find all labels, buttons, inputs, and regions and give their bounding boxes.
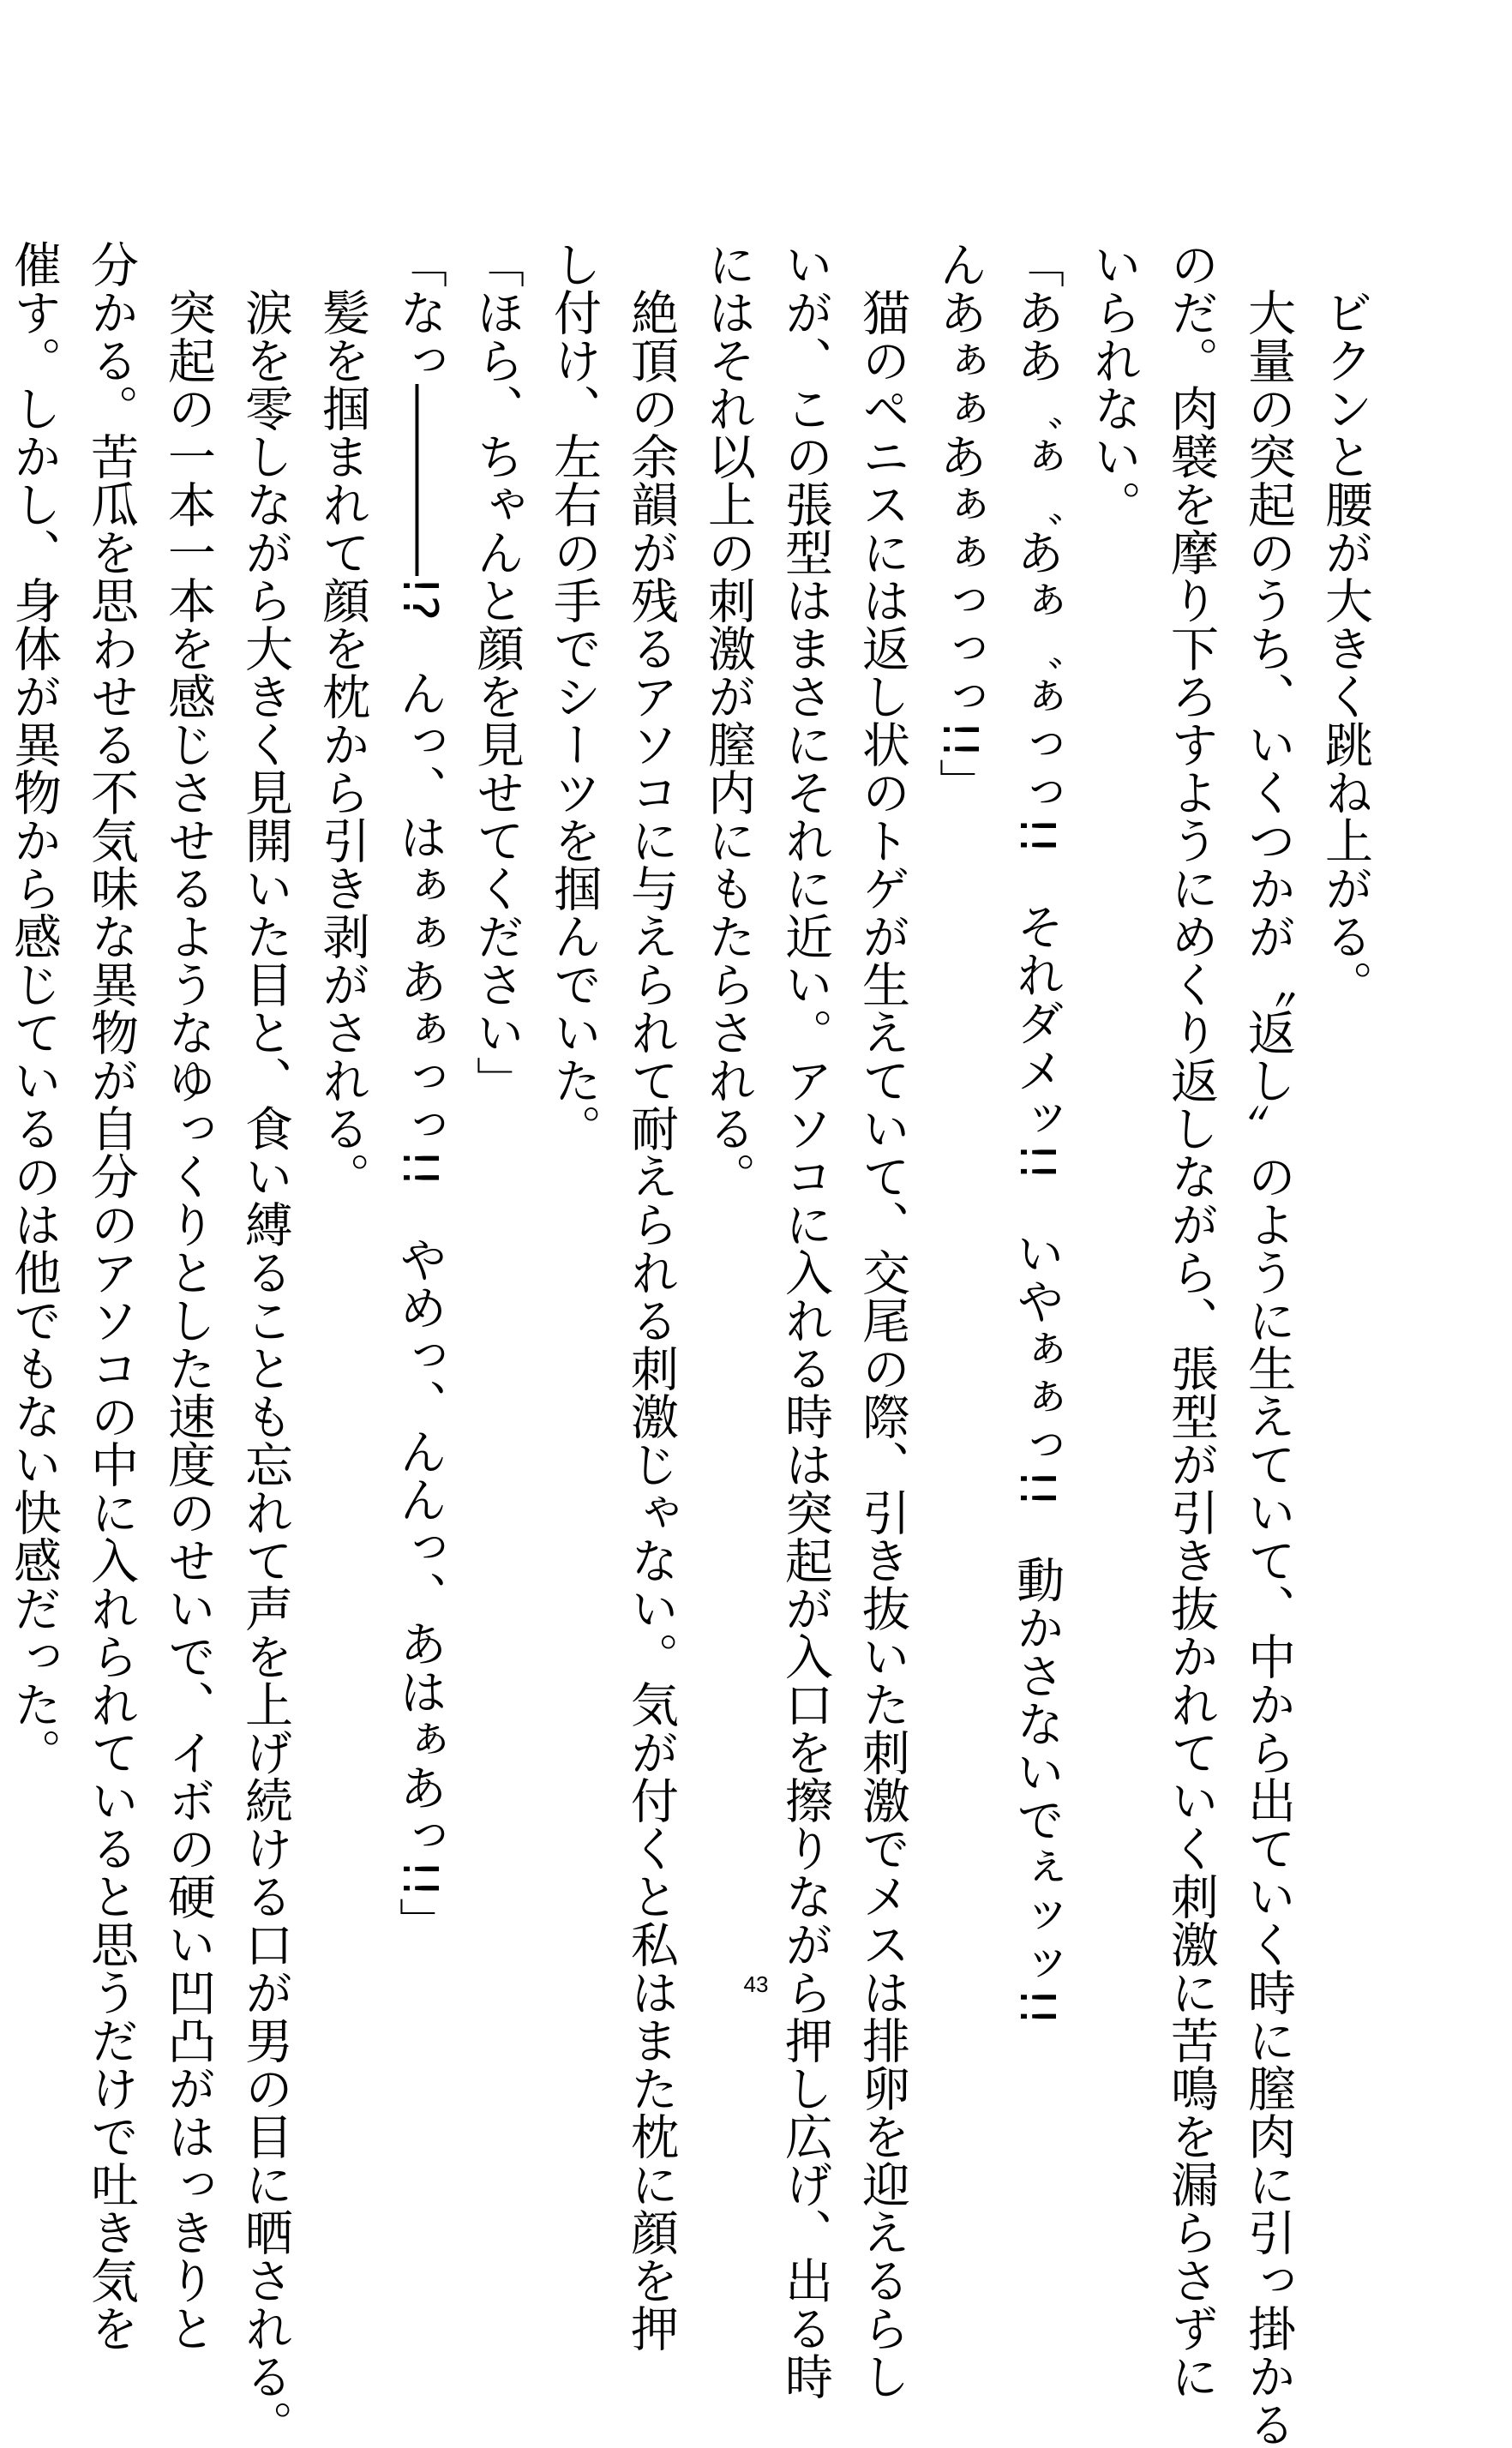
text-line: のだ。肉襞を摩り下ろすようにめくり返しながら、張型が引き抜かれていく刺激に苦鳴を漏らさずに [1163,240,1219,2400]
dialogue-line: 「ああ゛ぁ゛あぁ゛ぁっっ!! それダメッ!! いやぁぁっ!! 動かさないでぇッッ!! [1009,240,1065,2026]
text-line: いられない。 [1086,240,1142,528]
text-line: ビクンと腰が大きく跳ね上がる。 [1317,288,1373,1008]
page-number: 43 [743,1971,769,1997]
text-line: し付け、左右の手でシーツを掴んでいた。 [546,240,602,1152]
text-line: いが、この張型はまさにそれに近い。アソコに入れる時は突起が入口を擦りながら押し広げ、出る時 [777,240,833,2400]
text-line: 催す。しかし、身体が異物から感じているのは他でもない快感だった。 [6,240,62,1776]
text-line: 髪を掴まれて顔を枕から引き剥がされる。 [315,288,370,1200]
text-line: 涙を零しながら大きく見開いた目と、食い縛ることも忘れて声を上げ続ける口が男の目に晒される。 [237,288,293,2448]
text-line: 猫のペニスには返し状のトゲが生えていて、交尾の際、引き抜いた刺激でメスは排卵を迎えるらし [855,288,910,2400]
text-line: 分かる。苦瓜を思わせる不気味な異物が自分のアソコの中に入れられていると思うだけで吐き気を [83,240,139,2352]
text-line: 絶頂の余韻が残るアソコに与えられて耐えられる刺激じゃない。気が付くと私はまた枕に顔を押 [623,288,679,2352]
text-line: にはそれ以上の刺激が膣内にもたらされる。 [700,240,756,1200]
text-line: 突起の一本一本を感じさせるようなゆっくりとした速度のせいで、イボの硬い凹凸がはっきりと [160,288,216,2352]
text-line: 大量の突起のうち、いくつかが〝返し〟のように生えていて、中から出ていく時に膣肉に引っ掛かる [1240,288,1296,2448]
dialogue-line: んあぁぁあぁぁっっっ!!」 [932,240,987,807]
dialogue-line: 「ほら、ちゃんと顔を見せてください」 [469,240,525,1104]
dialogue-line: 「なっ――――!? んっ、はぁぁあぁっっ!! やめっ、んんっ、あはぁあっ!!」 [392,240,447,1946]
